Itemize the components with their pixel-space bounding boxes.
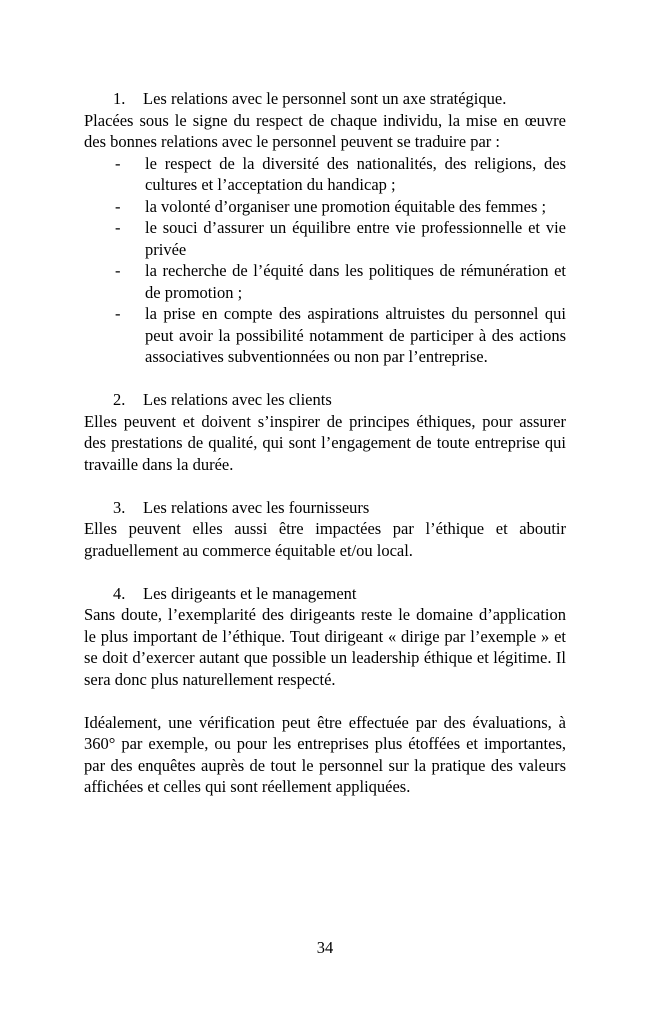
section-1 bbox=[84, 88, 566, 368]
section-2-number: 2. bbox=[113, 390, 126, 409]
dash-marker: - bbox=[115, 261, 121, 280]
list-item bbox=[84, 196, 566, 218]
section-1-title: Les relations avec le personnel sont un axe stratégique. bbox=[143, 89, 507, 108]
section-4-heading bbox=[84, 583, 566, 605]
list-item bbox=[84, 217, 566, 260]
list-item-text: la prise en compte des aspirations altruistes du personnel qui peut avoir la possibilité notamment de participer à des actions associatives subventionnées ou non par l’entreprise. bbox=[145, 304, 566, 366]
section-4 bbox=[84, 583, 566, 691]
section-2-paragraph: Elles peuvent et doivent s’inspirer de principes éthiques, pour assurer des prestations de qualité, qui sont l’engagement de toute entreprise qui travaille dans la durée. bbox=[84, 411, 566, 474]
section-2 bbox=[84, 389, 566, 475]
list-item-text: le respect de la diversité des nationalités, des religions, des cultures et l’acceptation du handicap ; bbox=[145, 153, 566, 194]
section-3 bbox=[84, 497, 566, 562]
section-4-title: Les dirigeants et le management bbox=[143, 583, 357, 603]
section-4-number: 4. bbox=[113, 583, 126, 603]
section-3-number: 3. bbox=[113, 497, 126, 517]
list-item bbox=[84, 153, 566, 196]
list-item-text: la recherche de l’équité dans les politiques de rémunération et de promotion ; bbox=[145, 261, 566, 302]
section-3-heading bbox=[84, 497, 566, 519]
section-3-title: Les relations avec les fournisseurs bbox=[143, 497, 370, 517]
list-item bbox=[84, 260, 566, 303]
section-3-paragraph: Elles peuvent elles aussi être impactées par l’éthique et aboutir graduellement au commerce équitable et/ou local. bbox=[84, 519, 566, 560]
list-item bbox=[84, 303, 566, 368]
section-1-number: 1. bbox=[113, 89, 126, 108]
closing-paragraph: Idéalement, une vérification peut être effectuée par des évaluations, à 360° par exemple, ou pour les entreprises plus étoffées et importantes, par des enquêtes auprès de tout le personnel sur la pratique des valeurs affichées et celles qui sont réellement appliquées. bbox=[84, 712, 566, 796]
page-content bbox=[84, 88, 566, 798]
section-2-heading bbox=[84, 389, 566, 411]
section-4-paragraph: Sans doute, l’exemplarité des dirigeants reste le domaine d’application le plus important de l’éthique. Tout dirigeant « dirige par l’exemple » et se doit d’exercer autant que possible un leadership éthique et légitime. Il sera donc plus naturellement respecté. bbox=[84, 605, 566, 689]
dash-marker: - bbox=[115, 218, 121, 237]
section-1-paragraph: Placées sous le signe du respect de chaque individu, la mise en œuvre des bonnes relations avec le personnel peuvent se traduire par : bbox=[84, 110, 566, 151]
section-1-bullet-list bbox=[84, 153, 566, 368]
dash-marker: - bbox=[115, 153, 121, 173]
section-1-heading bbox=[84, 88, 566, 110]
section-2-title: Les relations avec les clients bbox=[143, 390, 332, 409]
page-number: 34 bbox=[316, 938, 334, 957]
list-item-text: la volonté d’organiser une promotion équitable des femmes ; bbox=[145, 196, 547, 216]
dash-marker: - bbox=[115, 304, 121, 323]
list-item-text: le souci d’assurer un équilibre entre vie professionnelle et vie privée bbox=[145, 218, 566, 259]
dash-marker: - bbox=[115, 196, 121, 216]
